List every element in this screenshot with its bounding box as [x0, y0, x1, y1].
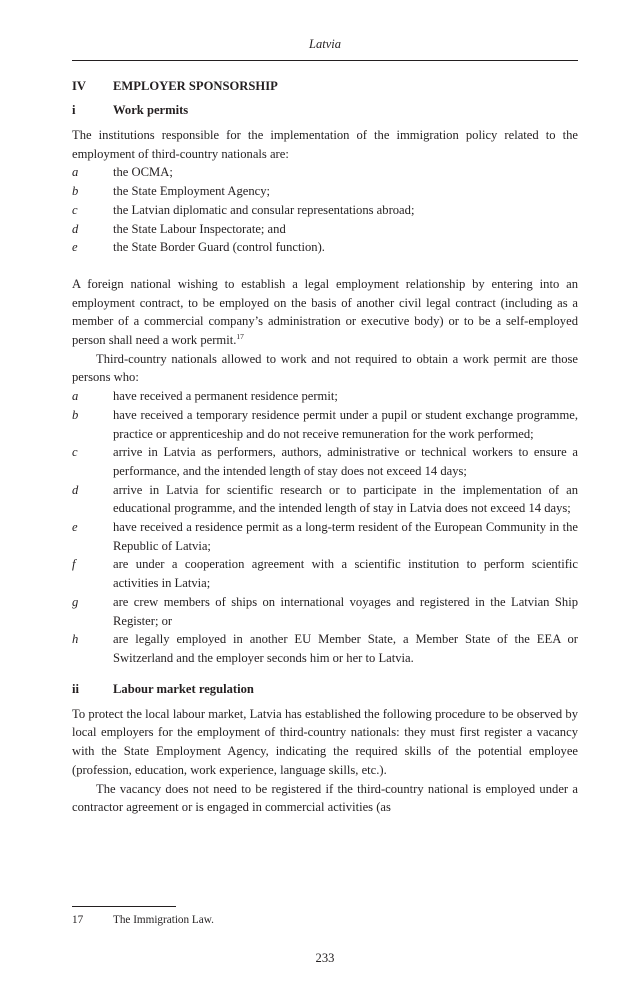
list-letter: g [72, 594, 79, 609]
list-text: arrive in Latvia as performers, authors, administrative or technical workers to ensure a performance, and the intended length of stay does not exceed 14 days; [113, 445, 578, 478]
list-letter: b [72, 184, 79, 199]
list-item [72, 443, 578, 480]
list-letter: b [72, 407, 79, 422]
list-letter: h [72, 632, 79, 647]
running-head: Latvia [309, 37, 341, 51]
list-item [72, 406, 578, 443]
list-text: have received a permanent residence permit; [113, 389, 338, 404]
footnote-text: The Immigration Law. [113, 914, 214, 926]
list-text: the State Employment Agency; [113, 184, 271, 199]
list-letter: d [72, 482, 79, 497]
exempt-list [72, 387, 578, 668]
footnote-rule [72, 906, 176, 907]
list-item [72, 387, 578, 406]
list-letter: c [72, 202, 78, 217]
list-item [72, 555, 578, 592]
list-text: the State Border Guard (control function). [113, 240, 325, 255]
list-letter: a [72, 165, 79, 180]
list-item [72, 220, 578, 239]
list-text: the OCMA; [113, 165, 173, 180]
list-text: the Latvian diplomatic and consular representations abroad; [113, 202, 415, 217]
list-letter: c [72, 445, 78, 460]
footnote-number: 17 [72, 914, 84, 926]
page-number: 233 [315, 951, 335, 965]
list-letter: e [72, 520, 78, 535]
intro-paragraph: The institutions responsible for the implementation of the immigration policy related to the employment of third-country nationals are: [72, 128, 578, 161]
list-letter: f [72, 557, 76, 572]
footnote [72, 914, 578, 926]
page-body [72, 77, 578, 817]
subsection-title: Labour market regulation [113, 681, 254, 696]
list-item [72, 518, 578, 555]
subsection-title: Work permits [113, 103, 189, 117]
list-item [72, 163, 578, 182]
list-text: the State Labour Inspectorate; and [113, 221, 286, 236]
vacancy-paragraph: The vacancy does not need to be registered if the third-country national is employed under a contractor agreement or is engaged in commercial activities (as [72, 781, 578, 815]
institutions-list [72, 163, 578, 257]
list-text: arrive in Latvia for scientific research or to participate in the implementation of an educational programme, and the intended length of stay in Latvia does not exceed 14 days; [113, 482, 578, 516]
exempt-paragraph: Third-country nationals allowed to work and not required to obtain a work permit are those persons who: [72, 351, 578, 385]
list-item [72, 182, 578, 201]
list-text: are legally employed in another EU Member State, a Member State of the EEA or Switzerland and the employer seconds him or her to Latvia. [113, 632, 578, 665]
list-item [72, 201, 578, 220]
foreign-national-paragraph: A foreign national wishing to establish a legal employment relationship by entering into an employment contract, to be employed on the basis of another civil legal contract (including as a member of a commercial company’s administration or executive body) or to be a self-employed person shall need a work permit.$^{17}$ [72, 276, 578, 348]
section-title: EMPLOYER SPONSORSHIP [113, 79, 278, 93]
list-letter: d [72, 221, 79, 236]
list-item [72, 630, 578, 667]
subsection-number: i [72, 103, 76, 117]
subsection-heading-labour-market [72, 680, 578, 699]
list-text: have received a temporary residence permit under a pupil or student exchange programme, practice or apprenticeship and do not receive remuneration for the work performed; [113, 407, 578, 441]
footnote-reference: 17 [236, 331, 244, 341]
list-text: are crew members of ships on international voyages and registered in the Latvian Ship Register; or [113, 594, 578, 628]
section-heading [72, 77, 578, 96]
subsection-heading-work-permits [72, 101, 578, 120]
list-text: are under a cooperation agreement with a scientific institution to perform scientific activities in Latvia; [113, 557, 578, 591]
list-item [72, 593, 578, 630]
header-rule [72, 60, 578, 61]
labour-paragraph: To protect the local labour market, Latvia has established the following procedure to be observed by local employers for the employment of third-country nationals: they must first register a vacancy with the State Employment Agency, indicating the required skills of the potential employee (profession, education, work experience, language skills, etc.). [72, 706, 578, 777]
section-number: IV [72, 79, 86, 93]
list-letter: a [72, 389, 79, 404]
list-item [72, 238, 578, 257]
list-text: have received a residence permit as a long-term resident of the European Community in the Republic of Latvia; [113, 520, 578, 553]
list-item [72, 481, 578, 518]
subsection-number: ii [72, 681, 79, 696]
list-letter: e [72, 240, 78, 255]
